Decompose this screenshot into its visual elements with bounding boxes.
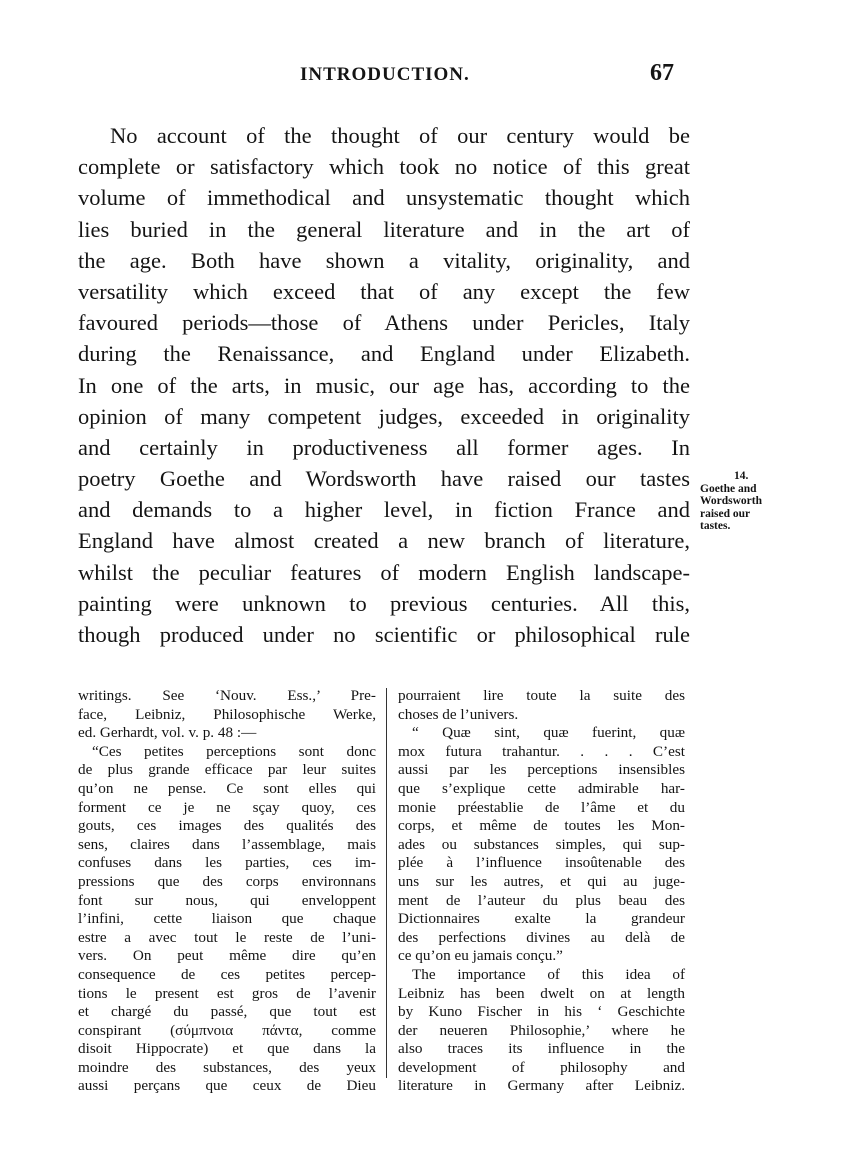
footnote-line: also traces its influence in the [398, 1040, 685, 1058]
footnote-line: qu’on ne pense. Ce sont elles qui [78, 779, 376, 797]
footnote-line: development of philosophy and [398, 1058, 685, 1076]
margin-note-line: Goethe and [700, 482, 757, 495]
paragraph-line: during the Renaissance, and England under Elizabeth. [78, 341, 690, 367]
paragraph-line: the age. Both have shown a vitality, originality, and [78, 247, 690, 273]
main-paragraph [78, 120, 690, 650]
paragraph-line: versatility which exceed that of any except the few [78, 278, 690, 304]
footnote-line: conspirant (σύμπνοια πάντα, comme [78, 1021, 376, 1039]
paragraph-line: painting were unknown to previous centuries. All this, [78, 590, 690, 616]
footnote-line: que s’explique cette admirable har- [398, 779, 685, 797]
footnote-line: consequence de ces petites percep- [78, 965, 376, 983]
paragraph-line: and certainly in productiveness all former ages. In [78, 434, 690, 460]
column-divider [386, 688, 387, 1078]
footnote-line: de plus grande efficace par leur suites [78, 761, 376, 779]
footnote-line: writings. See ‘Nouv. Ess.,’ Pre- [78, 687, 376, 704]
page-number: 67 [650, 60, 674, 86]
footnote-line: plée à l’influence insoûtenable des [398, 854, 685, 872]
footnote-line: et chargé du passé, que tout est [78, 1003, 376, 1021]
margin-note-number: 14. [734, 470, 749, 482]
footnote-line: des perfections divines au delà de [398, 928, 685, 946]
footnote-line: sens, claires dans l’assemblage, mais [78, 835, 376, 853]
paragraph-line: poetry Goethe and Wordsworth have raised our tastes [78, 466, 690, 492]
paragraph-line: though produced under no scientific or philosophical rule [78, 622, 690, 647]
margin-note-line: Wordsworth [700, 495, 762, 507]
footnote-left-column [78, 687, 376, 1096]
footnote-line: ed. Gerhardt, vol. v. p. 48 :— [78, 724, 257, 742]
paragraph-line: complete or satisfactory which took no notice of this great [78, 154, 690, 180]
paragraph-line: In one of the arts, in music, our age has, according to the [78, 372, 690, 398]
paragraph-line: favoured periods—those of Athens under Pericles, Italy [78, 310, 690, 336]
paragraph-line: and demands to a higher level, in fiction France and [78, 497, 690, 523]
margin-note-line: tastes. [700, 520, 731, 532]
footnote-line: vers. On peut même dire qu’en [78, 947, 376, 965]
paragraph-line: England have almost created a new branch of literature, [78, 528, 690, 554]
footnote-line: monie préestablie de l’âme et du [398, 798, 685, 816]
footnote-line: der neueren Philosophie,’ where he [398, 1021, 685, 1039]
footnote-line: by Kuno Fischer in his ‘ Geschichte [398, 1003, 685, 1021]
paragraph-line: volume of immethodical and unsystematic thought which [78, 185, 690, 211]
footnote-line: mox futura trahantur. . . . C’est [398, 742, 685, 760]
footnote-line: aussi perçans que ceux de Dieu [78, 1077, 376, 1095]
footnote-line: forment ce je ne sçay quoy, ces [78, 798, 376, 816]
footnote-line: font sur nous, qui enveloppent [78, 891, 376, 909]
footnote-line: The importance of this idea of [412, 965, 685, 983]
footnote-line: choses de l’univers. [398, 705, 519, 723]
running-head-title: INTRODUCTION. [300, 64, 470, 85]
footnote-right-column [398, 687, 685, 1096]
margin-note-line: raised our [700, 507, 751, 520]
paragraph-line: opinion of many competent judges, exceeded in originality [78, 403, 690, 429]
footnote-line: Dictionnaires exalte la grandeur [398, 910, 685, 928]
footnote-line: face, Leibniz, Philosophische Werke, [78, 705, 376, 723]
footnote-line: moindre des substances, des yeux [78, 1058, 376, 1076]
footnote-line: pressions que des corps environnans [78, 872, 376, 890]
footnote-line: aussi par les perceptions insensibles [398, 761, 685, 779]
footnote-line: literature in Germany after Leibniz. [398, 1077, 685, 1095]
footnote-line: ment de l’auteur du plus beau des [398, 891, 685, 909]
footnote-line: ce qu’on eu jamais conçu.” [398, 947, 563, 965]
footnote-line: disoit Hippocrate) et que dans la [78, 1040, 376, 1058]
footnote-line: “ Quæ sint, quæ fuerint, quæ [412, 724, 685, 742]
footnote-line: “Ces petites perceptions sont donc [92, 742, 376, 760]
footnote-line: uns sur les autres, et qui au juge- [398, 872, 685, 890]
footnote-line: pourraient lire toute la suite des [398, 687, 685, 704]
paragraph-line: whilst the peculiar features of modern English landscape- [78, 559, 690, 585]
footnote-line: l’infini, cette liaison que chaque [78, 910, 376, 928]
paragraph-line: lies buried in the general literature and in the art of [78, 216, 690, 242]
footnote-line: confuses dans les parties, ces im- [78, 854, 376, 872]
paragraph-line: No account of the thought of our century would be [110, 123, 690, 148]
footnote-line: ades ou substances simples, qui sup- [398, 835, 685, 853]
footnote-line: estre a avec tout le reste de l’uni- [78, 928, 376, 946]
footnote-line: Leibniz has been dwelt on at length [398, 984, 685, 1002]
margin-note [700, 470, 805, 533]
footnote-line: corps, et même de toutes les Mon- [398, 817, 685, 835]
footnote-line: tions le present est gros de l’avenir [78, 984, 376, 1002]
footnote-line: gouts, ces images des qualités des [78, 817, 376, 835]
